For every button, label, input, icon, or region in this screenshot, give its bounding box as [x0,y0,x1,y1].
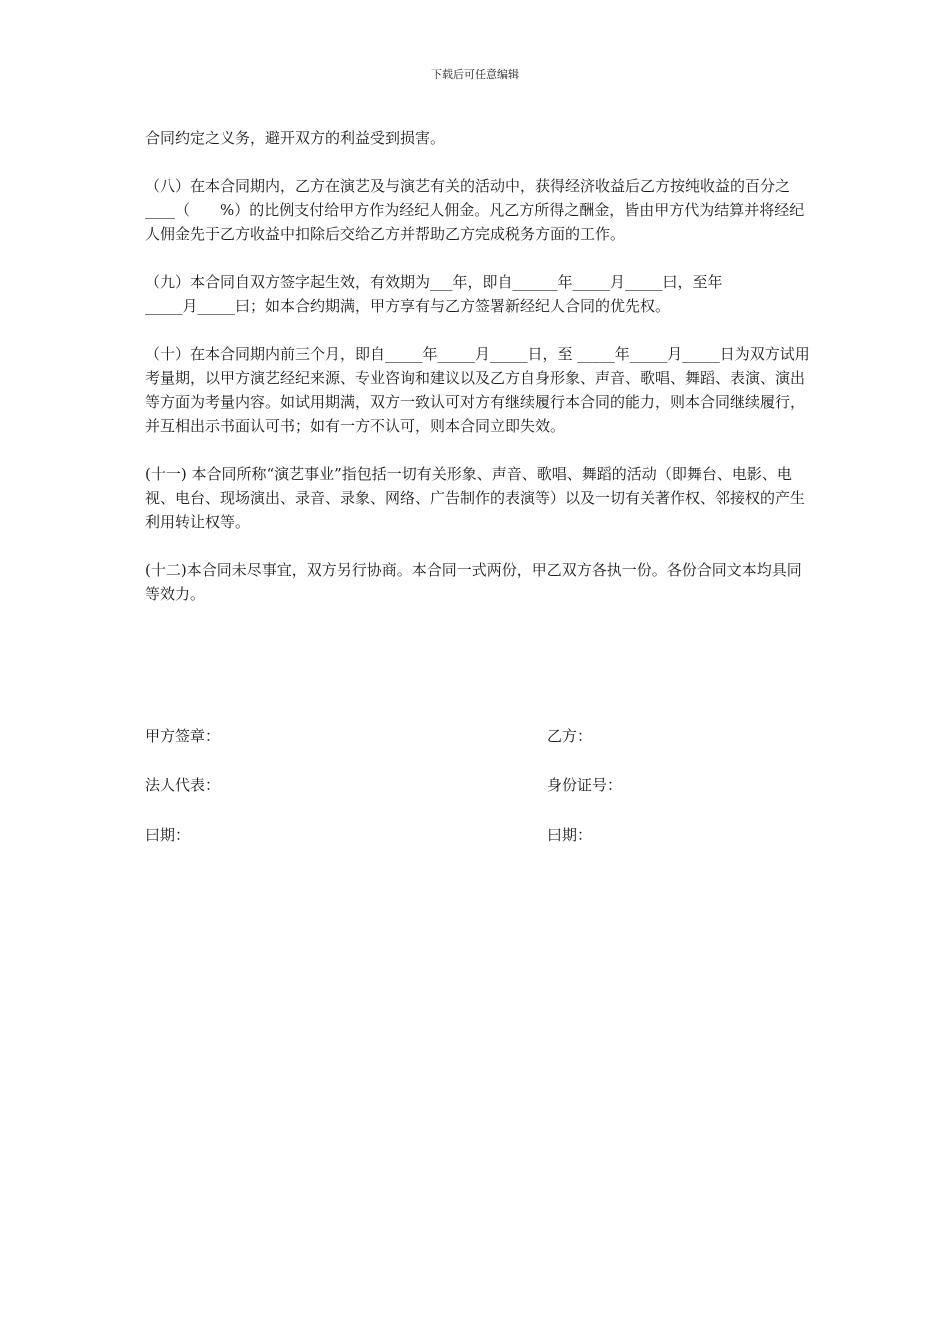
clause-8: （八）在本合同期内，乙方在演艺及与演艺有关的活动中，获得经济收益后乙方按纯收益的百分之____（ %）的比例支付给甲方作为经纪人佣金。凡乙方所得之酬金，皆由甲方代为结算并将经纪人佣金先于乙方收益中扣除后交给乙方并帮助乙方完成税务方面的工作。 [145,177,805,243]
legal-rep-label: 法人代表： [145,776,221,794]
party-a-seal-label: 甲方签章： [145,727,221,745]
clause-9-line1: （九）本合同自双方签字起生效，有效期为___年，即自______年_____月_____曰，至年 [145,273,723,291]
clause-11: (十一) 本合同所称“演艺事业”指包括一切有关形象、声音、歌唱、舞蹈的活动（即舞台、电影、电视、电台、现场演出、录音、录象、网络、广告制作的表演等）以及一切有关著作权、邻接权的产生利用转让权等。 [145,465,806,531]
id-number-label: 身份证号： [547,776,623,794]
contract-body [145,126,810,606]
page-header: 下载后可任意编辑 [431,68,519,81]
date-a-label: 曰期： [145,826,191,844]
paragraph-continuation: 合同约定之义务，避开双方的利益受到损害。 [145,129,446,147]
clause-12: (十二)本合同未尽事宜，双方另行协商。本合同一式两份，甲乙双方各执一份。各份合同文本均具同等效力。 [145,561,802,603]
party-b-label: 乙方： [547,727,593,745]
date-b-label: 曰期： [547,826,593,844]
clause-10: （十）在本合同期内前三个月，即自_____年_____月_____日，至 _____年_____月_____日为双方试用考量期，以甲方演艺经纪来源、专业咨询和建议以及乙方自身形象、声音、歌唱、舞蹈、表演、演出等方面为考量内容。如试用期满，双方一致认可对方有继续履行本合同的能力，则本合同继续履行，并互相出示书面认可书；如有一方不认可，则本合同立即失效。 [145,345,810,435]
clause-9-line2: _____月_____曰；如本合约期满，甲方享有与乙方签署新经纪人合同的优先权。 [145,297,671,315]
